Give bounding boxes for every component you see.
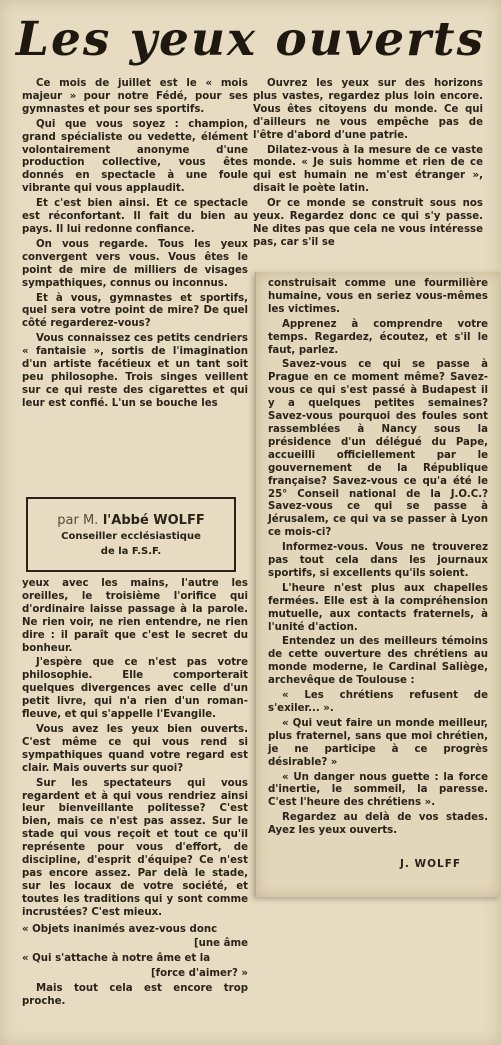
paragraph: Apprenez à comprendre votre temps. Regardez, écoutez, et s'il le faut, parlez. bbox=[268, 318, 488, 356]
verse-line-end: [force d'aimer? » bbox=[151, 968, 248, 980]
paragraph: Ouvrez les yeux sur des horizons plus vastes, regardez plus loin encore. Vous êtes citoyens du monde. Ce qui d'ailleurs ne vous empêche pas de l'être d'abord d'une patrie. bbox=[253, 78, 483, 141]
byline-role-1: Conseiller ecclésiastique bbox=[61, 531, 201, 542]
byline-role-2: de la F.S.F. bbox=[100, 546, 162, 557]
byline-box bbox=[26, 497, 236, 572]
paragraph: Sur les spectateurs qui vous regardent et à qui vous rendriez ainsi leur bienveillante politesse? C'est bien, mais ce n'est pas assez. Sur le stade qui vous reçoit et tout ce qu'il représente pour vous d'effort, de discipline, d'esprit d'équipe? Ce n'est pas encore assez. Par delà le stade, sur les locaux de votre société, et toutes les traditions qui y sont comme incrustées? C'est mieux. bbox=[22, 777, 248, 918]
paragraph: Et c'est bien ainsi. Et ce spectacle est réconfortant. Il fait du bien au pays. Il lui redonne confiance. bbox=[22, 198, 248, 235]
right-column-top bbox=[253, 78, 483, 252]
left-column-top bbox=[22, 78, 248, 413]
verse-line-2: « Qui s'attache à notre âme et la bbox=[22, 953, 211, 965]
paragraph: Regardez au delà de vos stades. Ayez les yeux ouverts. bbox=[268, 812, 488, 837]
left-column-bottom bbox=[22, 578, 248, 1011]
paragraph: Ce mois de juillet est le « mois majeur » pour notre Fédé, pour ses gymnastes et pour ses sportifs. bbox=[22, 78, 248, 115]
paragraph: Vous avez les yeux bien ouverts. C'est même ce qui vous rend si sympathiques quand votre regard est clair. Mais ouverts sur quoi? bbox=[22, 723, 248, 774]
paragraph: Et à vous, gymnastes et sportifs, quel sera votre point de mire? De quel côté regarderez-vous? bbox=[22, 292, 248, 330]
paragraph: L'heure n'est plus aux chapelles fermées. Elle est à la compréhension mutuelle, aux contacts fraternels, à l'unité d'action. bbox=[268, 582, 488, 633]
verse-line-1: « Objets inanimés avez-vous donc bbox=[22, 923, 218, 935]
paragraph: On vous regarde. Tous les yeux convergent vers vous. Vous êtes le point de mire de milliers de visages sympathiques, connus ou inconnus. bbox=[22, 238, 248, 289]
paragraph: Informez-vous. Vous ne trouverez pas tout cela dans les journaux sportifs, si excellents qu'ils soient. bbox=[268, 542, 488, 579]
paragraph: J'espère que ce n'est pas votre philosophie. Elle comporterait quelques divergences avec celle d'un petit livre, qui n'a rien d'un roman-fleuve, et qui s'appelle l'Evangile. bbox=[22, 657, 248, 721]
article-title: Les yeux ouverts bbox=[15, 12, 486, 67]
paragraph: Mais tout cela est encore trop proche. bbox=[22, 983, 248, 1008]
verse-line-end: [une âme bbox=[193, 938, 248, 950]
signature: J. WOLFF bbox=[400, 858, 462, 870]
quote: « Les chrétiens refusent de s'exiler... ». bbox=[268, 690, 488, 714]
paragraph: Vous connaissez ces petits cendriers « fantaisie », sortis de l'imagination d'un artiste facétieux et un tant soit peu philosophe. Trois singes veillent sur ce qui reste des cigarettes et qui leur est confié. L'un se bouche les bbox=[22, 333, 248, 409]
verse-line bbox=[22, 924, 248, 937]
paragraph: yeux avec les mains, l'autre les oreilles, le troisième l'orifice qui d'ordinaire laisse passage à la parole. Ne rien voir, ne rien entendre, ne rien dire : il paraît que c'est le secret du bonheur. bbox=[22, 578, 248, 654]
paragraph: Dilatez-vous à la mesure de ce vaste monde. « Je suis homme et rien de ce qui est humain ne m'est étranger », disait le poète latin. bbox=[253, 144, 483, 195]
byline-author bbox=[28, 513, 234, 528]
paragraph: construisait comme une fourmilière humaine, vous en seriez vous-mêmes les victimes. bbox=[268, 278, 488, 315]
paragraph: Or ce monde se construit sous nos yeux. Regardez donc ce qui s'y passe. Ne dites pas que cela ne vous intéresse pas, car s'il se bbox=[253, 198, 483, 248]
continuation-column bbox=[268, 278, 488, 840]
paragraph: Qui que vous soyez : champion, grand spécialiste ou vedette, élément volontairement anonyme d'une production collective, vous êtes donnés en spectacle à une foule vibrante qui vous applaudit. bbox=[22, 118, 248, 195]
byline-name: l'Abbé WOLFF bbox=[102, 513, 205, 528]
byline-prefix: par M. bbox=[57, 513, 99, 528]
quote: « Un danger nous guette : la force d'inertie, le sommeil, la paresse. C'est l'heure des chrétiens ». bbox=[268, 771, 488, 809]
paragraph: Entendez un des meilleurs témoins de cette ouverture des chrétiens au monde moderne, le Cardinal Saliège, archevêque de Toulouse : bbox=[268, 636, 488, 687]
quote: « Qui veut faire un monde meilleur, plus fraternel, sans que moi chrétien, je ne participe à ce progrès désirable? » bbox=[268, 717, 488, 768]
paragraph: Savez-vous ce qui se passe à Prague en ce moment même? Savez-vous ce qui s'est passé à Budapest il y a quelques petites semaines? Savez-vous pourquoi des foules sont rassemblées à Nancy sous la présidence d'un délégué du Pape, accueilli officiellement par le gouvernement de la République française? Savez-vous ce qu'a été le 25° Conseil national de la J.O.C.? Savez-vous ce qui se passe à Jérusalem, ce qui va se passer à Lyon ce mois-ci? bbox=[268, 359, 488, 539]
